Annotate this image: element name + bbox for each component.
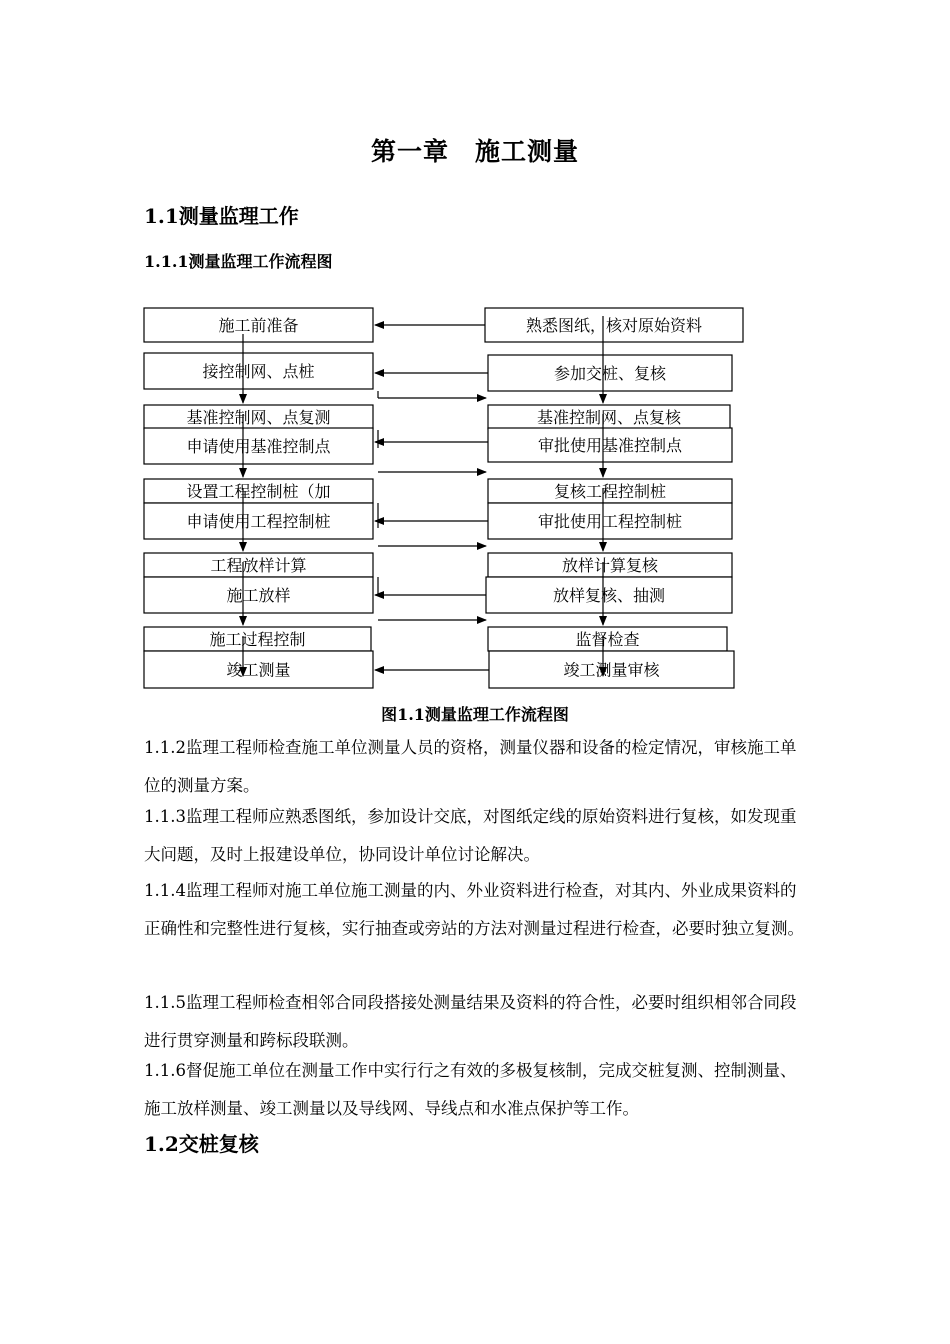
paragraph-1-1-6: 1.1.6督促施工单位在测量工作中实行行之有效的多极复核制，完成交桩复测、控制测量、施工放样测量、竣工测量以及导线网、导线点和水准点保护等工作。 <box>144 1061 797 1118</box>
flow-label-right-3: 审批使用基准控制点 <box>537 436 683 455</box>
flow-label-left-8: 施工过程控制 <box>209 630 306 649</box>
paragraph-1-1-2: 1.1.2监理工程师检查施工单位测量人员的资格，测量仪器和设备的检定情况，审核施工单位的测量方案。 <box>144 738 797 795</box>
flow-label-right-4: 复核工程控制桩 <box>553 482 667 501</box>
flow-label-left-1: 接控制网、点桩 <box>202 362 315 381</box>
flow-label-left-6: 工程放样计算 <box>210 556 307 575</box>
flow-label-right-6: 放样计算复核 <box>561 556 659 575</box>
flow-label-right-2: 基准控制网、点复核 <box>536 408 682 427</box>
paragraph-1-1-3: 1.1.3监理工程师应熟悉图纸，参加设计交底，对图纸定线的原始资料进行复核，如发现重大问题，及时上报建设单位，协同设计单位讨论解决。 <box>144 807 797 864</box>
figure-caption: 图1.1测量监理工作流程图 <box>381 705 569 724</box>
flow-label-right-7: 放样复核、抽测 <box>552 586 666 605</box>
flow-label-right-1: 参加交桩、复核 <box>553 364 667 383</box>
flow-label-left-7: 施工放样 <box>226 586 291 605</box>
flow-label-right-5: 审批使用工程控制桩 <box>537 512 683 531</box>
flow-label-right-8: 监督检查 <box>575 630 640 649</box>
flow-label-left-0: 施工前准备 <box>218 316 299 335</box>
flow-label-right-9: 竣工测量审核 <box>563 660 660 680</box>
paragraph-1-1-4: 1.1.4监理工程师对施工单位施工测量的内、外业资料进行检查，对其内、外业成果资料的正确性和完整性进行复核，实行抽查或旁站的方法对测量过程进行检查，必要时独立复测。 <box>144 881 804 938</box>
flow-label-left-2: 基准控制网、点复测 <box>186 408 331 427</box>
flow-label-left-4: 设置工程控制桩（加 <box>186 482 331 501</box>
flow-label-right-0: 熟悉图纸，核对原始资料 <box>525 316 703 335</box>
chapter-title: 第一章 施工测量 <box>370 137 579 166</box>
paragraph-1-1-5: 1.1.5监理工程师检查相邻合同段搭接处测量结果及资料的符合性，必要时组织相邻合同段进行贯穿测量和跨标段联测。 <box>144 993 797 1050</box>
subsection-heading-1-1-1: 1.1.1测量监理工作流程图 <box>144 252 333 271</box>
flow-label-left-9: 竣工测量 <box>226 660 291 680</box>
section-heading-1-1: 1.1测量监理工作 <box>144 204 299 228</box>
flow-label-left-5: 申请使用工程控制桩 <box>186 512 331 531</box>
flow-label-left-3: 申请使用基准控制点 <box>186 437 331 456</box>
section-heading-1-2: 1.2交桩复核 <box>144 1132 259 1156</box>
